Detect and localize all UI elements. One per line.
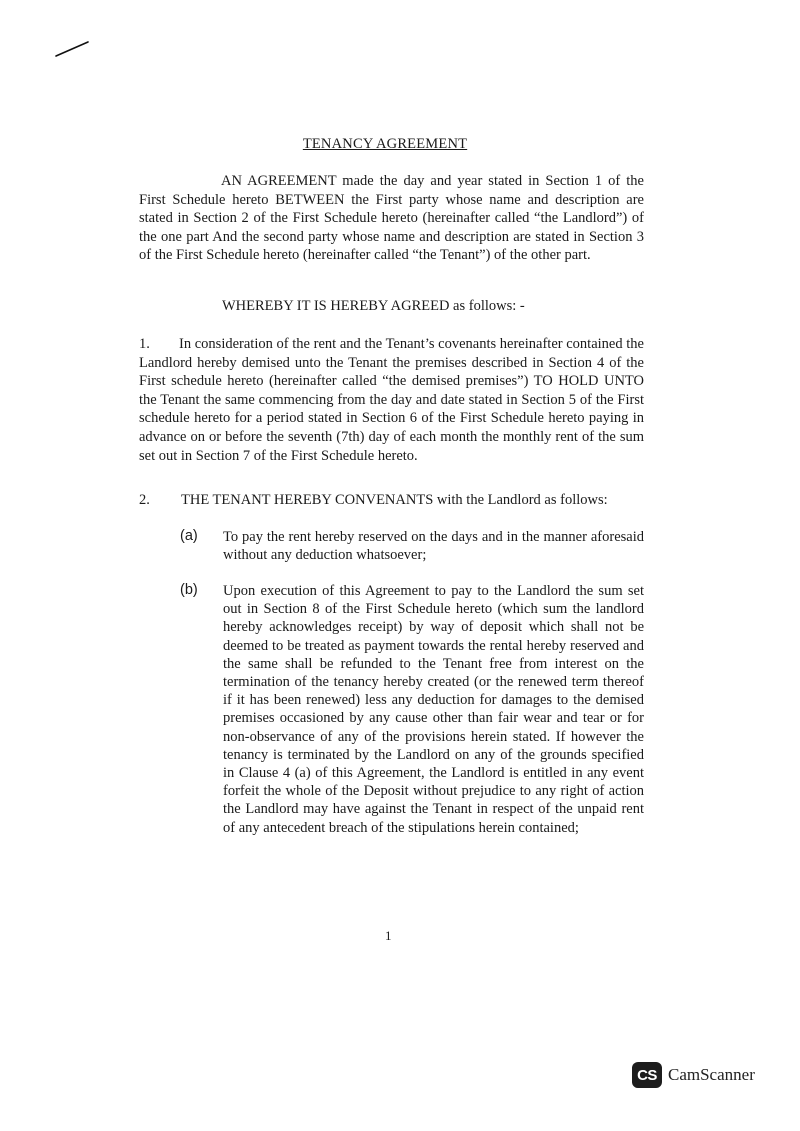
camscanner-name: CamScanner	[668, 1065, 755, 1084]
clause-2a-label: (a)	[180, 528, 198, 544]
whereby-line: WHEREBY IT IS HEREBY AGREED as follows: -	[222, 298, 525, 314]
pen-stroke-mark	[52, 36, 92, 60]
clause-2b-text: Upon execution of this Agreement to pay to the Landlord the sum set out in Section 8 of the First Schedule hereto (which sum the landlord hereby acknowledges receipt) by way of deposit which shall not be deemed to be treated as payment towards the rental hereby reserved and the same shall be refunded to the Tenant free from interest on the termination of the tenancy hereby created (or the renewed term thereof if it has been renewed) less any deduction for damages to the demised premises occasioned by any cause other than fair wear and tear or for non-observance of any of the provisions herein stated. If however the tenancy is terminated by the Landlord on any of the grounds specified in Clause 4 (a) of this Agreement, the Landlord is entitled in any event forfeit the whole of the Deposit without prejudice to any right of action the Landlord may have against the Tenant in respect of the unpaid rent of any antecedent breach of the stipulations herein contained;	[223, 583, 644, 836]
clause-2-heading	[139, 492, 608, 509]
page-number: 1	[385, 928, 392, 943]
clause-2-number: 2.	[139, 492, 150, 508]
camscanner-watermark	[632, 1062, 755, 1088]
clause-2b-label: (b)	[180, 582, 198, 598]
intro-paragraph: AN AGREEMENT made the day and year stated in Section 1 of the First Schedule hereto BETWEEN the First party whose name and description are stated in Section 2 of the First Schedule hereto (hereinafter called “the Landlord”) of the one part And the second party whose name and description are stated in Section 3 of the First Schedule hereto (hereinafter called “the Tenant”) of the other part.	[139, 173, 644, 264]
clause-1	[139, 335, 644, 465]
clause-1-text: In consideration of the rent and the Tenant’s covenants hereinafter contained the Landlord hereby demised unto the Tenant the premises described in Section 4 of the First schedule hereto (hereinafter called “the demised premises”) TO HOLD UNTO the Tenant the same commencing from the day and date stated in Section 5 of the First schedule hereto for a period stated in Section 6 of the First Schedule hereto paying in advance on or before the seventh (7th) day of each month the monthly rent of the sum set out in Section 7 of the First Schedule hereto.	[139, 336, 644, 464]
clause-2-heading-text: THE TENANT HEREBY CONVENANTS with the Landlord as follows:	[181, 492, 608, 508]
clause-2a-text: To pay the rent hereby reserved on the days and in the manner aforesaid without any deduction whatsoever;	[223, 529, 644, 564]
camscanner-logo-icon: CS	[632, 1062, 662, 1088]
clause-1-number: 1.	[139, 336, 150, 352]
document-title: TENANCY AGREEMENT	[302, 136, 468, 152]
